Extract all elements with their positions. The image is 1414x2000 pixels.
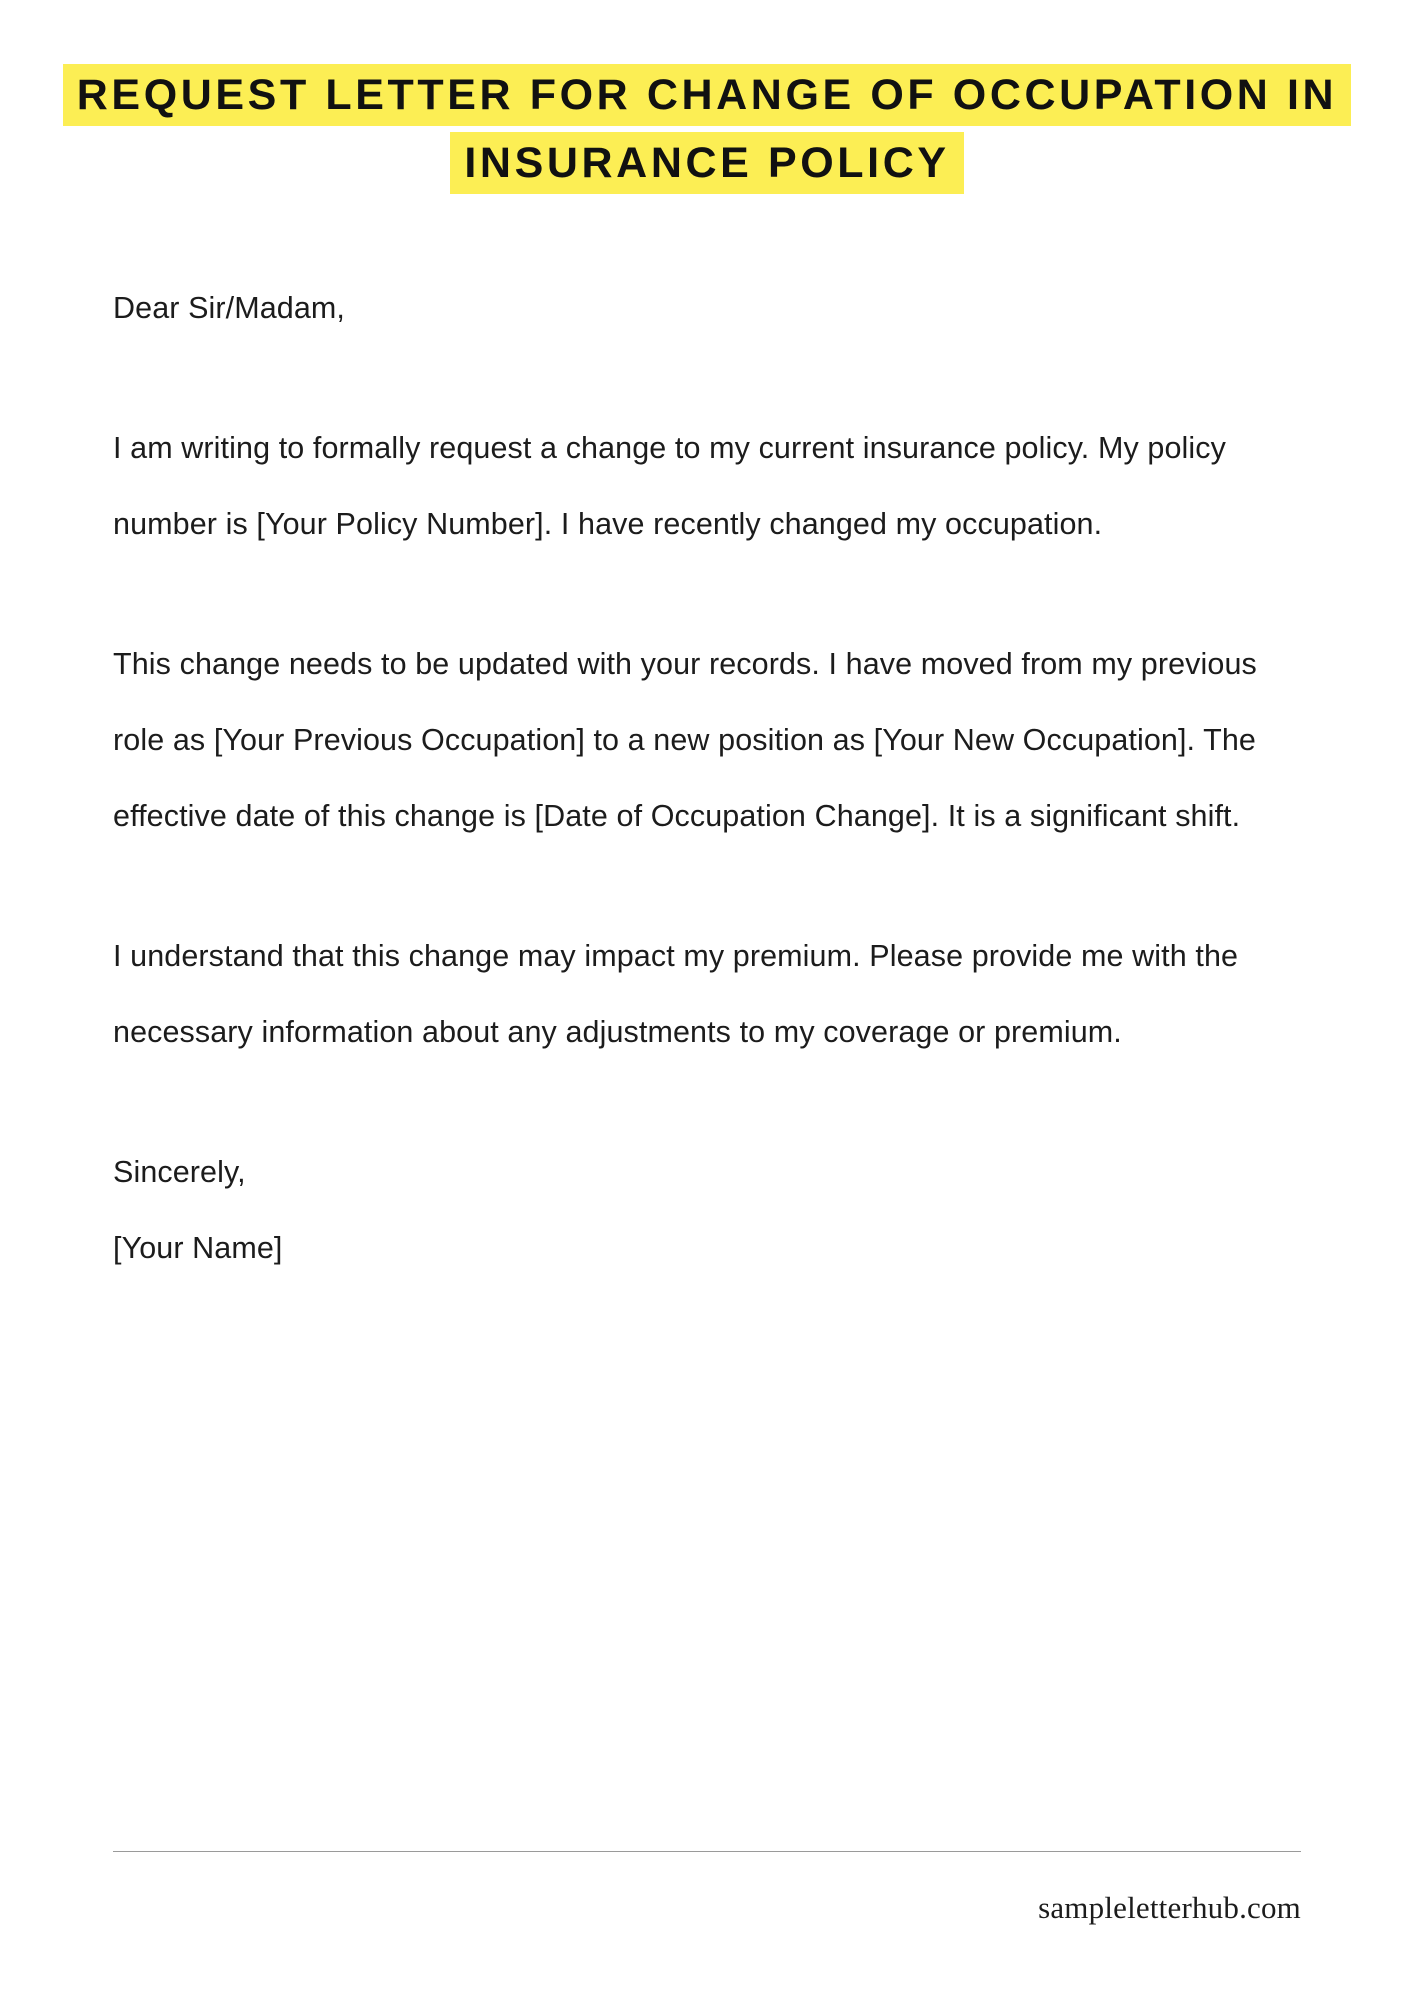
body-paragraph-2: This change needs to be updated with your records. I have moved from my previous role as [Your Previous Occupation] to a new position as [Your New Occupation]. The effective date of this change is [Date of Occupation Change]. It is a significant shift. xyxy=(113,647,1257,833)
page-footer xyxy=(113,1851,1301,1926)
salutation: Dear Sir/Madam, xyxy=(113,291,346,325)
page-title-block xyxy=(0,0,1414,198)
body-paragraph-3: I understand that this change may impact my premium. Please provide me with the necessary information about any adjustments to my coverage or premium. xyxy=(113,939,1239,1049)
body-paragraph-1: I am writing to formally request a change to my current insurance policy. My policy number is [Your Policy Number]. I have recently changed my occupation. xyxy=(113,431,1226,541)
closing-salutation: Sincerely, xyxy=(113,1155,246,1189)
page-title-line xyxy=(56,62,1358,198)
sign-off-block xyxy=(113,1134,1304,1286)
page-title: REQUEST LETTER FOR CHANGE OF OCCUPATION IN INSURANCE POLICY xyxy=(63,64,1351,194)
signature-name: [Your Name] xyxy=(113,1231,283,1265)
footer-website: sampleletterhub.com xyxy=(1038,1890,1301,1925)
letter-body xyxy=(0,270,1414,1286)
footer-divider xyxy=(113,1851,1301,1852)
